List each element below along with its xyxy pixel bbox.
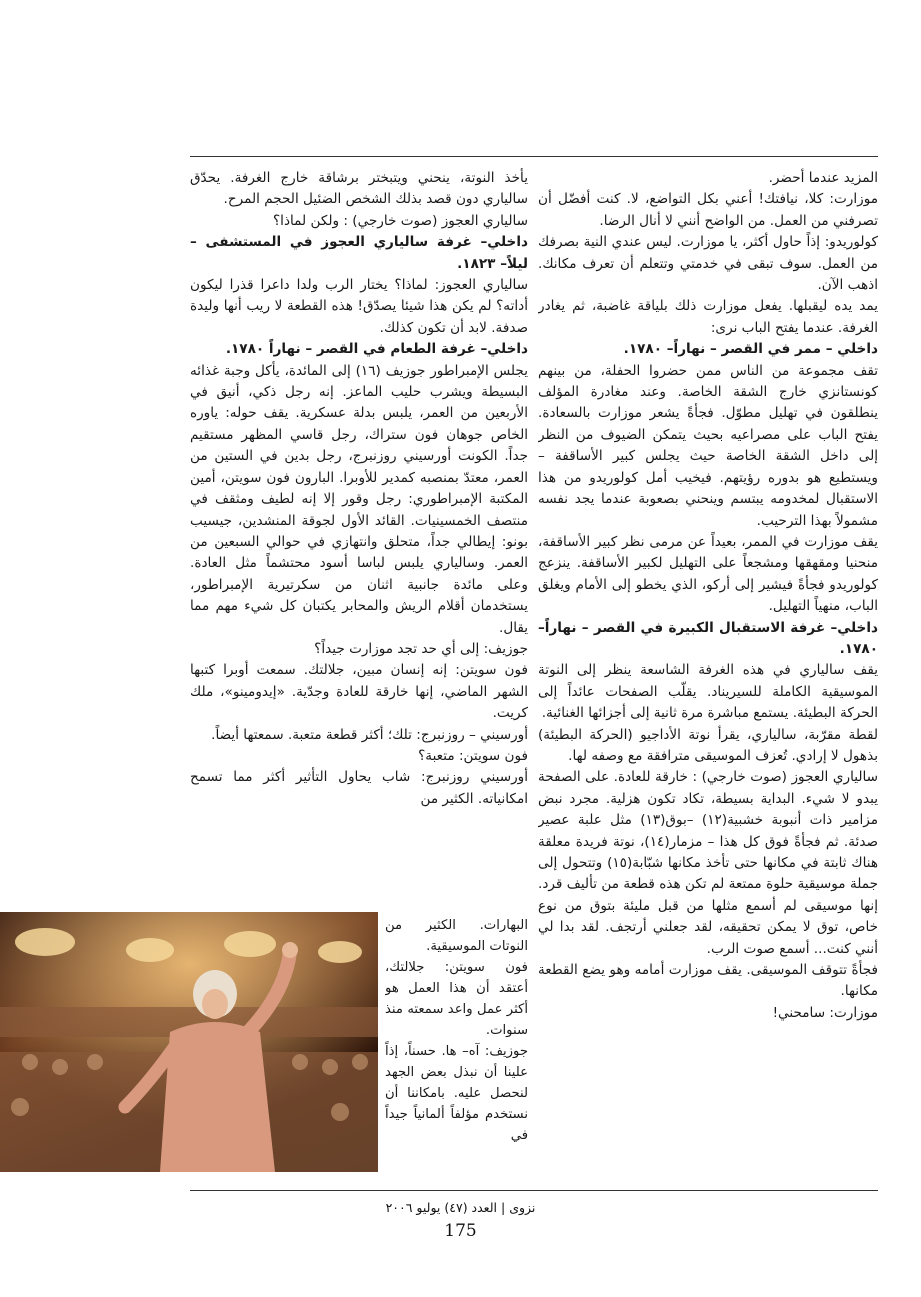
paragraph: فجأةً تتوقف الموسيقى. يقف موزارت أمامه وهو يضع القطعة مكانها. [538,962,878,1000]
paragraph: سالياري العجوز (صوت خارجي) : ولكن لماذا؟ [272,212,528,229]
paragraph: لقطة مقرّبة، سالياري، يقرأ نوتة الأداجيو (الحركة البطيئة) بذهول لا إرادي. تُعزف الموسيقى مترافقة مع وصفه لها. [538,726,878,764]
paragraph: فون سويتن: جلالتك، أعتقد أن هذا العمل هو أكثر عمل واعد سمعته منذ سنوات. [385,960,528,1038]
paragraph: موزارت: كلا، نيافتك! أعني بكل التواضع، لا. كنت أفضّل أن تصرفني من العمل. من الواضح أنني لا أنال الرضا. [538,191,878,229]
bottom-rule [190,1190,878,1191]
scene-heading: داخلي – ممر في القصر – نهاراً– ١٧٨٠. [623,341,878,358]
paragraph: يأخذ النوتة، ينحني ويتبختر برشاقة خارج الغرفة. يحدّق سالياري دون قصد بذلك الشخص الضئيل الحجم المرح. [190,170,528,208]
paragraph: يقف موزارت في الممر، بعيداً عن مرمى نظر كبير الأساقفة، منحنيا ومقهقها ومشجعاً على التهليل لكبير الأساقفة. ينزعج كولوريدو فجأةً فيشير إلى أركو، الذي يخطو إلى الأمام ويغلق الباب، منهياً التهليل. [538,533,878,615]
top-rule [190,156,878,157]
paragraph: فون سويتن: متعبة؟ [418,747,528,764]
scene-heading: داخلي– غرفة الاستقبال الكبيرة في القصر – نهاراً– ١٧٨٠. [538,619,878,657]
paragraph: فون سويتن: إنه إنسان مبين، جلالتك. سمعت أوبرا كتبها الشهر الماضي، إنها خارقة للعادة وجدّية. «إيدومينو»، ملك كريت. [190,662,528,722]
paragraph: سالياري العجوز (صوت خارجي) : خارقة للعادة. على الصفحة يبدو لا شيء. البداية بسيطة، تكاد تكون هزلية. مجرد نبض مزامير ذات أنبوبة خشبية(١٢) –بوق(١٣) مثل علبة عصير صدئة. ثم فجأةً فوق كل هذا – مزمار(١٤)، نوتة فريدة معلقة هناك ثابتة في مكانها حتى تأخذ مكانها شبّابة(١٥) وتتحول إلى جملة موسيقية حلوة ممتعة لم تكن هذه قطعة من تأليف قرد. إنها موسيقى لم أسمع مثلها من قبل مليئة بتوق من نوع خاص، توق لا يمكن تحقيقه، لقد جعلني أرتجف. لقد بدا لي أنني كنت... أسمع صوت الرب. [538,769,878,957]
issue-info: العدد (٤٧) يوليو ٢٠٠٦ [385,1200,497,1215]
paragraph: أورسيني روزنبرج: شاب يحاول التأثير أكثر مما تسمح امكانياته. الكثير من [190,769,528,807]
paragraph: موزارت: سامحني! [772,1004,878,1021]
paragraph: يمد يده ليقبلها. يفعل موزارت ذلك بلياقة غاضبة، ثم يغادر الغرفة. عندما يفتح الباب نرى: [538,298,878,336]
footer-separator: | [500,1200,506,1215]
scene-heading: داخلي– غرفة سالياري العجوز في المستشفى – ليلاً– ١٨٢٣. [190,234,528,272]
scene-heading: داخلي– غرفة الطعام في القصر – نهاراً ١٧٨٠. [225,341,528,358]
right-column [538,168,878,1188]
paragraph: كولوريدو: إذاً حاول أكثر، يا موزارت. ليس عندي النية بصرفك من العمل. سوف تبقى في خدمتي وتتعلم أن تعرف مكانك. اذهب الآن. [538,234,878,294]
photo-illustration [0,912,378,1172]
paragraph: البهارات. الكثير من النوتات الموسيقية. [385,918,528,954]
paragraph: يجلس الإمبراطور جوزيف (١٦) إلى المائدة، يأكل وجبة غذائه البسيطة ويشرب حليب الماعز. إنه رجل ذكي، أنيق في الأربعين من العمر، يلبس بدلة عسكرية. يقف حوله: ياوره الخاص جوهان فون ستراك، رجل قاسي المظهر مستقيم جداً. الكونت أورسيني روزنبرج، رجل بدين في الستين من العمر، معتدّ بمنصبه كمدير للأوبرا. البارون فون سويتن، أمين المكتبة الإمبراطوري: رجل وقور إلا إنه لطيف ومثقف في منتصف الخمسينيات. القائد الأول لجوقة المنشدين، جيسيب بونو: إيطالي جداً، متحلق وانتهازي في حوالي السبعين من العمر. وسالياري يلبس لباسا أسود محتشماً مثل العادة. وعلى مائدة جانبية اثنان من سكرتيرية الإمبراطور، يستخدمان أقلام الريش والمحابر يكتبان كل شيء مهم مما يقال. [190,362,528,636]
film-still-photo [0,912,378,1172]
magazine-name: نزوى [509,1200,536,1215]
paragraph: جوزيف: آه– ها. حسناً، إذاً علينا أن نبذل بعض الجهد لنحصل عليه. بامكاننا أن نستخدم مؤلفاً ألمانياً جيداً في [385,1044,528,1143]
page-number: 175 [444,1221,477,1241]
left-column-top [190,168,528,913]
paragraph: جوزيف: إلى أي حد تجد موزارت جيداً؟ [314,640,528,657]
left-column-narrow [385,915,528,1177]
paragraph: يقف سالياري في هذه الغرفة الشاسعة ينظر إلى النوتة الموسيقية الكاملة للسيريناد. يقلّب الصفحات عائداً إلى الحركة البطيئة. يستمع مباشرة مرة ثانية إلى أجزائها الغنائية. [538,662,878,722]
paragraph: سالياري العجوز: لماذا؟ يختار الرب ولدا داعرا قذرا ليكون أداته؟ لم يكن هذا شيئا يصدّق! هذه القطعة لا ريب أنها وليدة صدفة. لابد أن تكون كذلك. [190,277,528,336]
paragraph: تقف مجموعة من الناس ممن حضروا الحفلة، من بينهم كونستانزي خارج الشقة الخاصة. وعند مغادرة المؤلف ينطلقون في تهليل مطوّل. فجأةً يشعر موزارت بالسعادة. يفتح الباب على مصراعيه بحيث يتمكن الضيوف من النظر إلى داخل الشقة الخاصة حيث يجلس كبير الأساقفة – ويستطيع هو بدوره رؤيتهم. فيخيب أمل كولوريدو من هذا الاستقبال لمخدومه يبتسم وينحني بصعوبة عندما يجد نفسه مشمولاً بهذا الترحيب. [538,362,878,529]
paragraph: أورسيني – روزنبرج: تلك؛ أكثر قطعة متعبة. سمعتها أيضاً. [211,726,528,743]
paragraph: المزيد عندما أحضر. [768,170,878,186]
footer [0,1200,921,1215]
